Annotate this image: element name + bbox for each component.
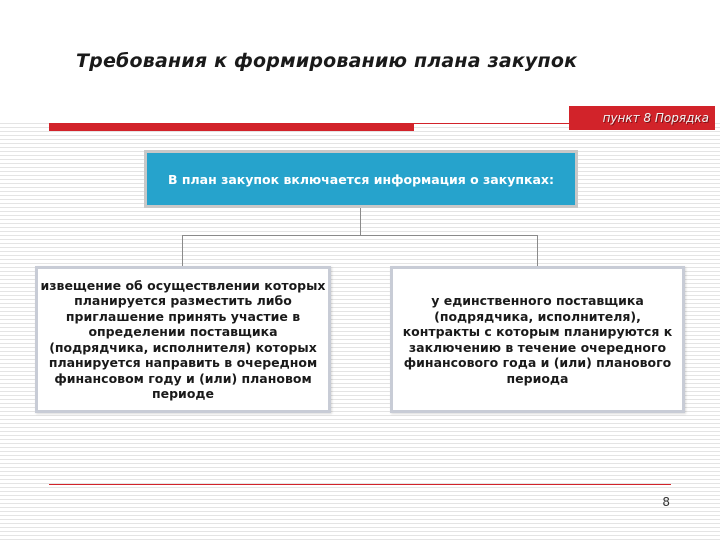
footer-rule xyxy=(49,484,671,485)
reference-tag: пункт 8 Порядка xyxy=(569,106,715,130)
connector-vertical-right xyxy=(537,235,538,266)
child-node-single-supplier-text: у единственного поставщика (подрядчика, исполнителя), контракты с которым планируются к заключению в течение очередного финансового года и (или) планового периода xyxy=(402,293,673,386)
connector-vertical-root xyxy=(360,208,361,235)
root-node-text: В план закупок включается информация о закупках: xyxy=(168,171,554,187)
connector-horizontal xyxy=(182,235,538,236)
root-node xyxy=(144,150,578,208)
title-underline-bar xyxy=(49,123,414,131)
child-node-single-supplier xyxy=(390,266,685,413)
slide-title: Требования к формированию плана закупок xyxy=(76,50,578,72)
page-number: 8 xyxy=(662,495,670,509)
child-node-notice xyxy=(35,266,331,413)
child-node-notice-text: извещение об осуществлении которых планируется разместить либо приглашение принять участие в определении поставщика (подрядчика, исполнителя) которых планируется направить в очередном финансовом году и (или) плановом периоде xyxy=(40,277,326,401)
connector-vertical-left xyxy=(182,235,183,266)
title-underline-line xyxy=(414,123,569,124)
